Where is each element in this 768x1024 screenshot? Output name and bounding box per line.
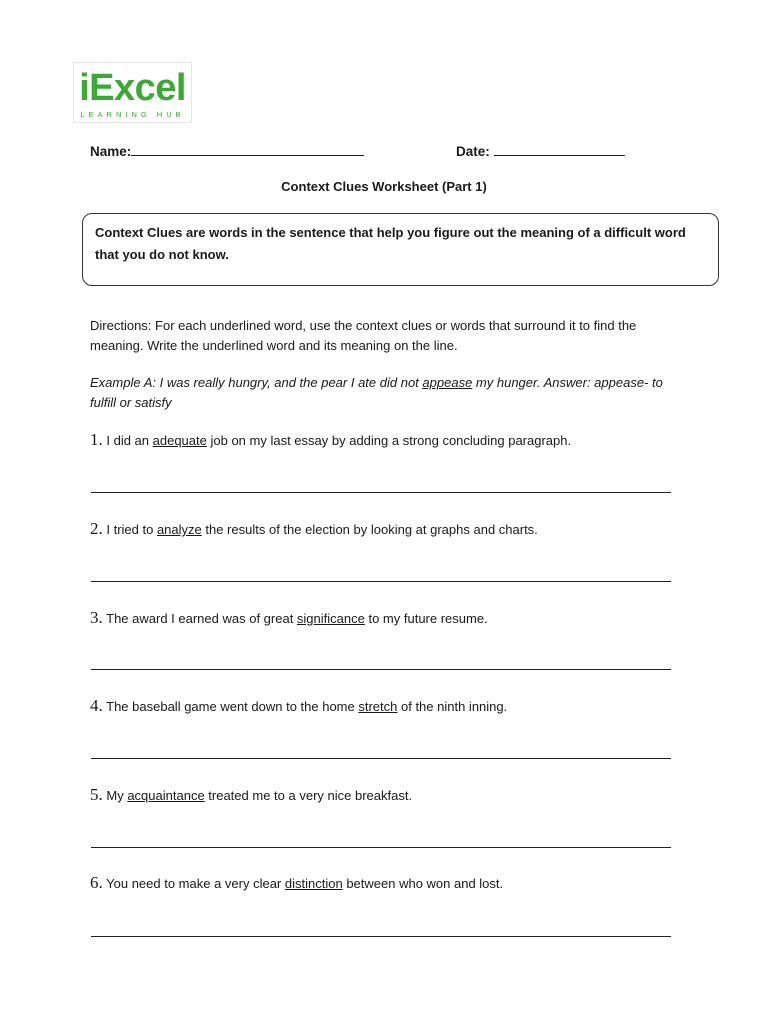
question-3 bbox=[90, 608, 710, 629]
underlined-word: significance bbox=[296, 611, 365, 626]
question-after: the results of the election by looking at graphs and charts. bbox=[201, 522, 538, 537]
date-blank-line bbox=[494, 143, 625, 156]
definition-text: Context Clues are words in the sentence that help you figure out the meaning of a difficult word that you do not know. bbox=[95, 225, 686, 262]
question-after: treated me to a very nice breakfast. bbox=[204, 788, 413, 803]
underlined-word: distinction bbox=[284, 876, 343, 891]
question-after: between who won and lost. bbox=[342, 876, 504, 891]
worksheet-title: Context Clues Worksheet (Part 1) bbox=[281, 179, 487, 194]
answer-line-1[interactable] bbox=[91, 492, 671, 493]
underlined-word: adequate bbox=[152, 433, 207, 448]
name-label: Name: bbox=[90, 144, 132, 159]
example-a bbox=[90, 373, 690, 413]
question-after: of the ninth inning. bbox=[397, 699, 508, 714]
definition-box bbox=[82, 213, 719, 286]
question-4 bbox=[90, 696, 710, 717]
answer-line-5[interactable] bbox=[91, 847, 671, 848]
question-number: 3. bbox=[90, 608, 103, 627]
question-2 bbox=[90, 519, 710, 540]
question-before: I tried to bbox=[106, 522, 157, 537]
date-label: Date: bbox=[456, 144, 490, 159]
iexcel-logo bbox=[73, 62, 192, 123]
example-underlined-word: appease bbox=[422, 375, 473, 390]
question-number: 4. bbox=[90, 696, 103, 715]
question-number: 5. bbox=[90, 785, 103, 804]
question-after: job on my last essay by adding a strong concluding paragraph. bbox=[206, 433, 572, 448]
date-field bbox=[456, 143, 625, 159]
answer-line-4[interactable] bbox=[91, 758, 671, 759]
question-before: You need to make a very clear bbox=[106, 876, 285, 891]
name-blank-line bbox=[131, 143, 364, 156]
logo-tagline: LEARNING HUB bbox=[80, 110, 185, 119]
example-before: Example A: I was really hungry, and the pear I ate did not bbox=[90, 375, 423, 390]
question-1 bbox=[90, 430, 710, 451]
question-after: to my future resume. bbox=[364, 611, 488, 626]
underlined-word: analyze bbox=[156, 522, 202, 537]
question-before: The baseball game went down to the home bbox=[106, 699, 359, 714]
logo-wordmark: iExcel bbox=[79, 67, 186, 109]
question-number: 1. bbox=[90, 430, 103, 449]
underlined-word: acquaintance bbox=[127, 788, 205, 803]
answer-line-6[interactable] bbox=[91, 936, 671, 937]
example-after: my hunger. Answer: appease- to fulfill or satisfy bbox=[90, 375, 663, 410]
underlined-word: stretch bbox=[358, 699, 398, 714]
question-before: I did an bbox=[106, 433, 153, 448]
question-6 bbox=[90, 873, 710, 894]
question-5 bbox=[90, 785, 710, 806]
question-number: 2. bbox=[90, 519, 103, 538]
question-number: 6. bbox=[90, 873, 103, 892]
answer-line-3[interactable] bbox=[91, 669, 671, 670]
directions-text: Directions: For each underlined word, use the context clues or words that surround it to find the meaning. Write the underlined word and its meaning on the line. bbox=[90, 318, 637, 353]
question-before: My bbox=[106, 788, 128, 803]
answer-line-2[interactable] bbox=[91, 581, 671, 582]
question-before: The award I earned was of great bbox=[106, 611, 297, 626]
name-field bbox=[90, 143, 364, 159]
